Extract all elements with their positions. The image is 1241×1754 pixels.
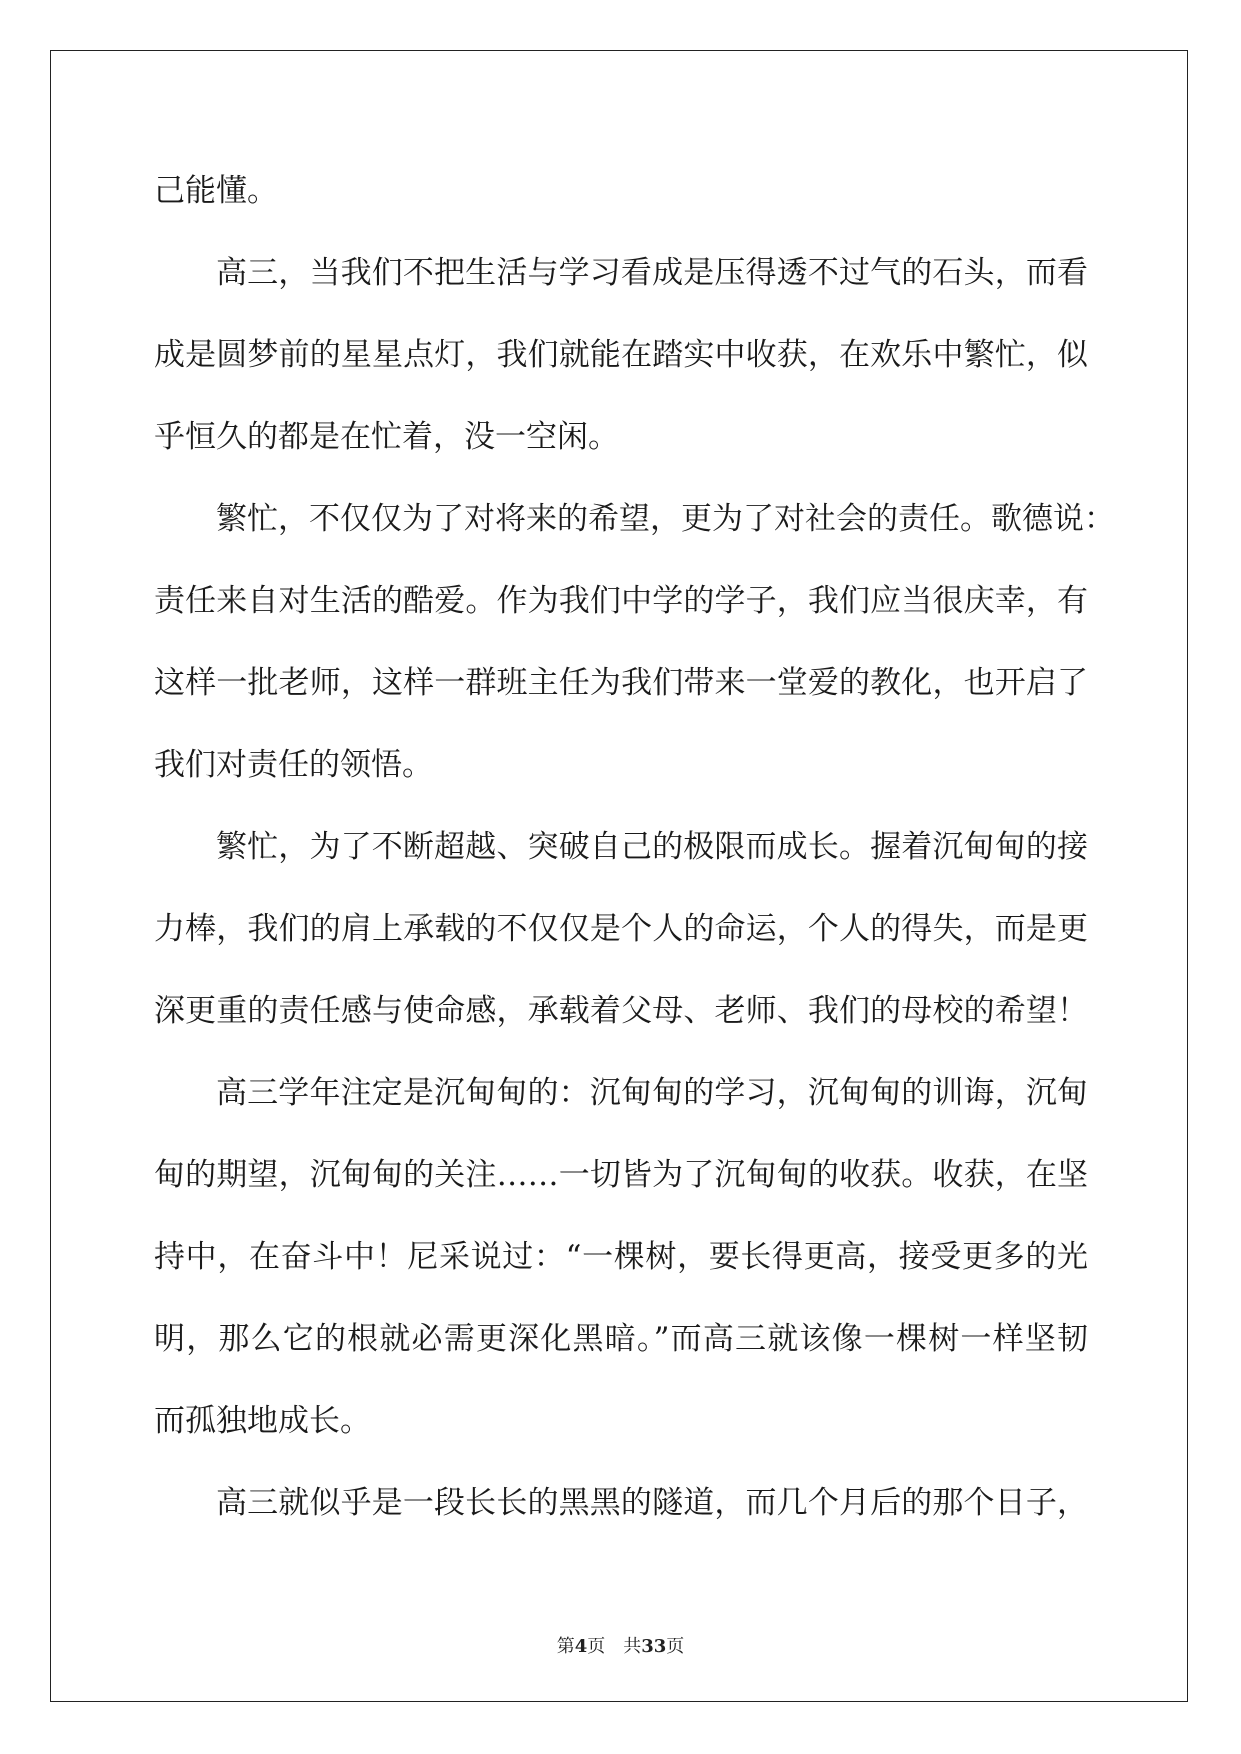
text-line: 己能懂。 [154, 173, 278, 209]
text-line: 高三就似乎是一段长长的黑黑的隧道，而几个月后的那个日子， [216, 1485, 1088, 1521]
document-body [154, 150, 1115, 1544]
text-line: 乎恒久的都是在忙着，没一空闲。 [154, 419, 619, 455]
text-line: 繁忙，不仅仅为了对将来的希望，更为了对社会的责任。歌德说： [216, 501, 1115, 537]
text-line: 而孤独地成长。 [154, 1403, 371, 1439]
text-line: 我们对责任的领悟。 [154, 747, 433, 783]
text-line: 成是圆梦前的星星点灯，我们就能在踏实中收获，在欢乐中繁忙，似 [154, 337, 1088, 373]
text-line: 明，那么它的根就必需更深化黑暗。”而高三就该像一棵树一样坚韧 [154, 1321, 1088, 1357]
footer-total-prefix: 共 [623, 1636, 642, 1657]
text-line: 持中，在奋斗中！尼采说过：“一棵树，要长得更高，接受更多的光 [154, 1239, 1088, 1275]
text-line: 责任来自对生活的酷爱。作为我们中学的学子，我们应当很庆幸，有 [154, 583, 1088, 619]
text-line: 这样一批老师，这样一群班主任为我们带来一堂爱的教化，也开启了 [154, 665, 1088, 701]
text-line: 高三，当我们不把生活与学习看成是压得透不过气的石头，而看 [216, 255, 1088, 291]
text-line: 高三学年注定是沉甸甸的：沉甸甸的学习，沉甸甸的训诲，沉甸 [216, 1075, 1088, 1111]
text-line: 繁忙，为了不断超越、突破自己的极限而成长。握着沉甸甸的接 [216, 829, 1088, 865]
text-line: 深更重的责任感与使命感，承载着父母、老师、我们的母校的希望！ [154, 993, 1088, 1029]
footer-page-suffix: 页 [587, 1636, 606, 1657]
page-number: 4 [574, 1636, 588, 1657]
footer-total-suffix: 页 [666, 1636, 685, 1657]
footer-prefix: 第 [556, 1636, 575, 1657]
text-line: 力棒，我们的肩上承载的不仅仅是个人的命运，个人的得失，而是更 [154, 911, 1088, 947]
text-line: 甸的期望，沉甸甸的关注……一切皆为了沉甸甸的收获。收获，在坚 [154, 1157, 1088, 1193]
total-pages: 33 [641, 1636, 667, 1657]
page-footer [0, 1632, 1241, 1658]
